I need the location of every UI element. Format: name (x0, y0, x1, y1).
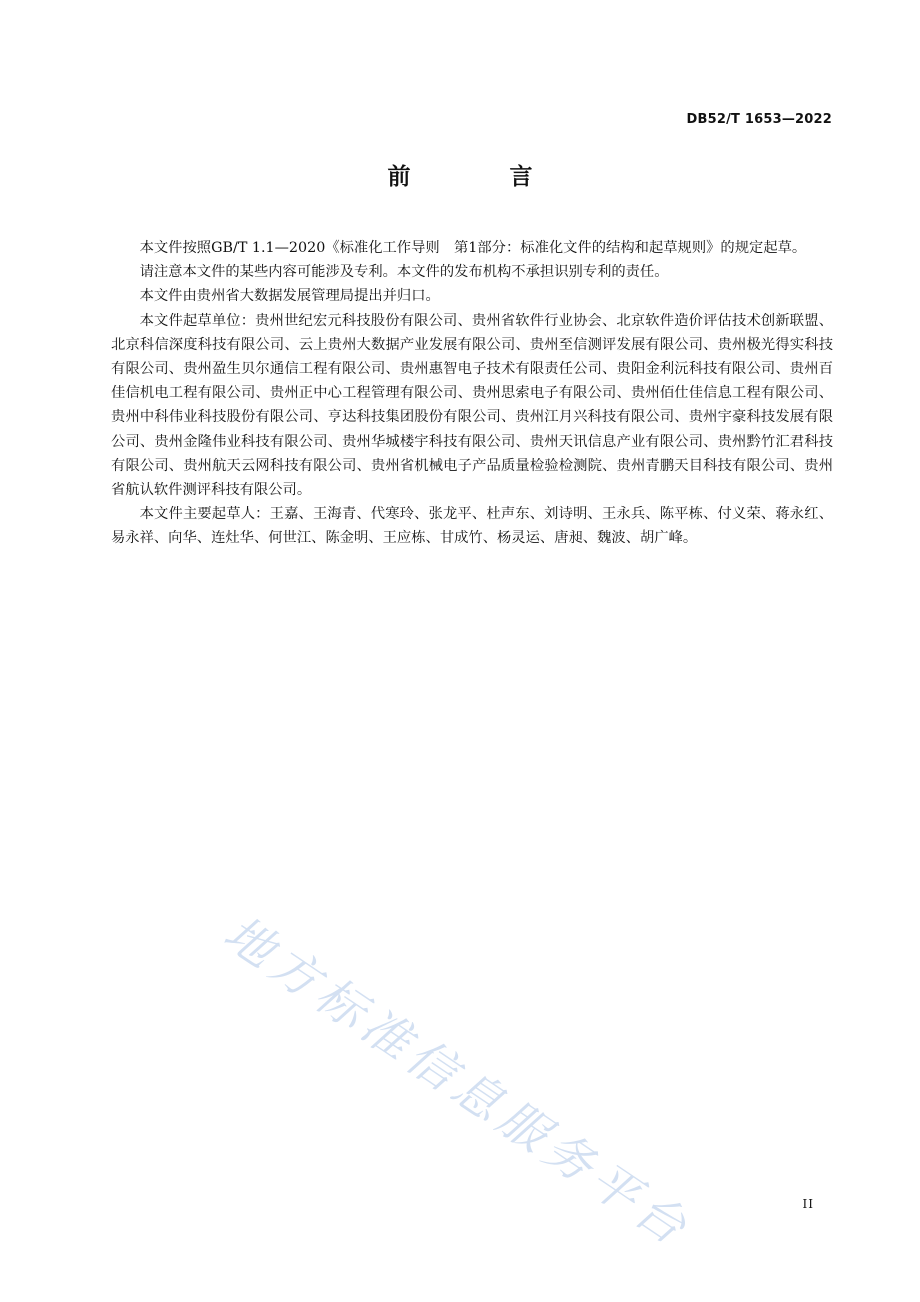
page-number: II (802, 1197, 814, 1211)
paragraph-patent-notice: 请注意本文件的某些内容可能涉及专利。本文件的发布机构不承担识别专利的责任。 (139, 264, 669, 281)
standard-code: DB52/T 1653—2022 (686, 112, 832, 127)
page-title: 前 言 (387, 164, 571, 190)
document-body (111, 236, 833, 551)
paragraph-drafting-basis: 本文件按照GB/T 1.1—2020《标准化工作导则 第1部分：标准化文件的结构和起草规则》的规定起草。 (139, 240, 807, 256)
paragraph-drafters: 本文件主要起草人：王嘉、王海青、代寒玲、张龙平、杜声东、刘诗明、王永兵、陈平栋、付义荣、蒋永红、易永祥、向华、连灶华、何世江、陈金明、王应栋、甘成竹、杨灵运、唐昶、魏波、胡广峰。 (111, 506, 833, 547)
paragraph-proposer: 本文件由贵州省大数据发展管理局提出并归口。 (139, 288, 440, 305)
watermark: 地方标准信息服务平台 (213, 905, 702, 1260)
paragraph-drafting-units: 本文件起草单位：贵州世纪宏元科技股份有限公司、贵州省软件行业协会、北京软件造价评估技术创新联盟、北京科信深度科技有限公司、云上贵州大数据产业发展有限公司、贵州至信测评发展有限公司、贵州极光得实科技有限公司、贵州盈生贝尔通信工程有限公司、贵州惠智电子技术有限责任公司、贵阳金利沅科技有限公司、贵州百佳信机电工程有限公司、贵州正中心工程管理有限公司、贵州思索电子有限公司、贵州佰仕佳信息工程有限公司、贵州中科伟业科技股份有限公司、亨达科技集团股份有限公司、贵州江月兴科技有限公司、贵州宇豪科技发展有限公司、贵州金隆伟业科技有限公司、贵州华城楼宇科技有限公司、贵州天讯信息产业有限公司、贵州黔竹汇君科技有限公司、贵州航天云网科技有限公司、贵州省机械电子产品质量检验检测院、贵州青鹏天目科技有限公司、贵州省航认软件测评科技有限公司。 (111, 312, 833, 499)
